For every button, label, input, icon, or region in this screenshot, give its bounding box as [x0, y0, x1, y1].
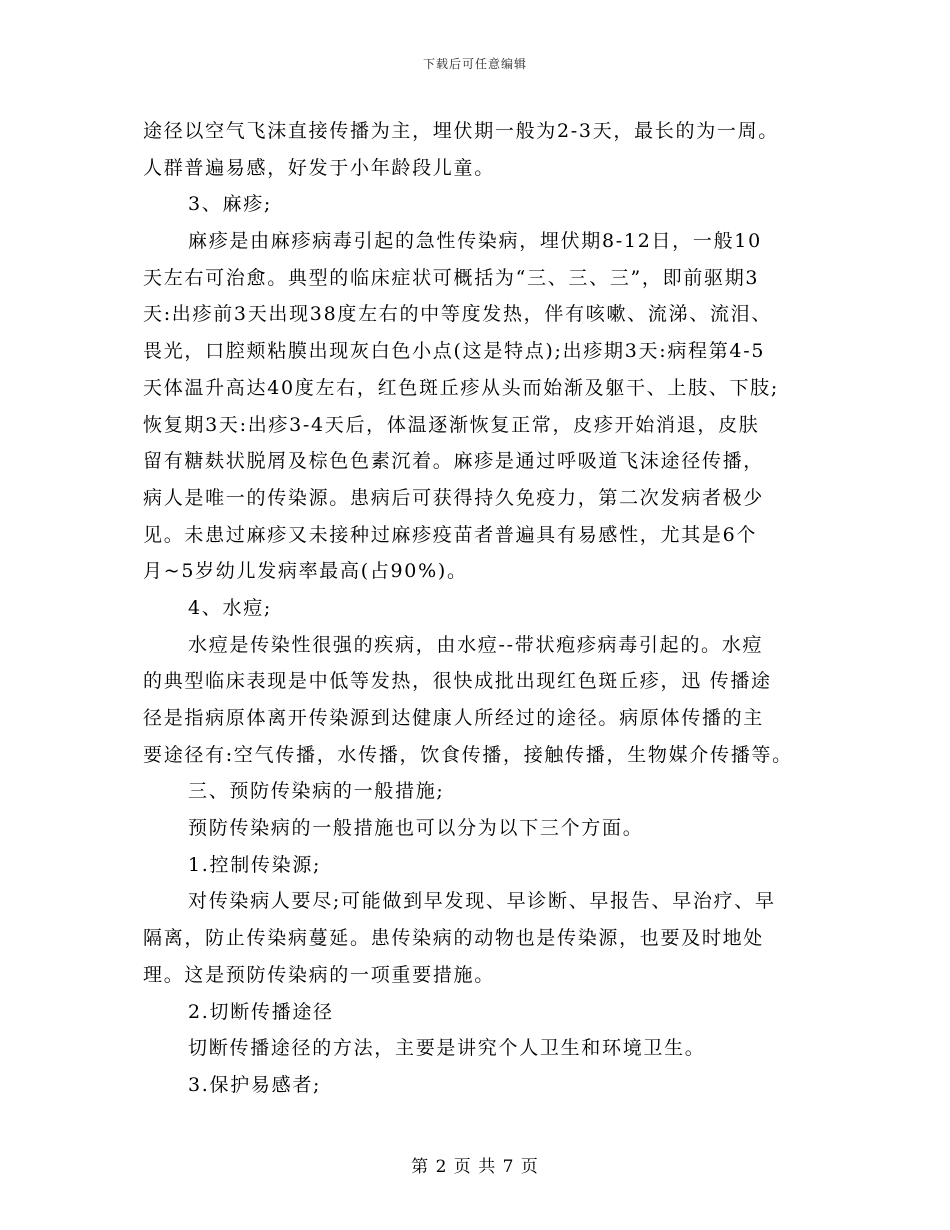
- text-line: 见。未患过麻疹又未接种过麻疹疫苗者普遍具有易感性，尤其是6个: [143, 523, 758, 546]
- text-line: 3.保护易感者;: [188, 1073, 322, 1096]
- page-header: 下载后可任意编辑: [422, 57, 527, 71]
- text-line: 病人是唯一的传染源。患病后可获得持久免疫力，第二次发病者极少: [143, 486, 765, 509]
- text-line: 人群普遍易感，好发于小年龄段儿童。: [143, 156, 495, 179]
- text-line: 理。这是预防传染病的一项重要措施。: [143, 963, 495, 986]
- text-line: 3、麻疹;: [188, 193, 272, 216]
- text-line: 天:出疹前3天出现38度左右的中等度发热，伴有咳嗽、流涕、流泪、: [143, 303, 773, 326]
- text-line: 畏光，口腔颊粘膜出现灰白色小点(这是特点);出疹期3天:病程第4-5: [143, 340, 766, 363]
- text-line: 径是指病原体离开传染源到达健康人所经过的途径。病原体传播的主: [143, 707, 765, 729]
- text-line: 切断传播途径的方法，主要是讲究个人卫生和环境卫生。: [188, 1037, 706, 1060]
- text-line: 天左右可治愈。典型的临床症状可概括为“三、三、三”，即前驱期3: [143, 266, 760, 289]
- text-line: 要途径有:空气传播，水传播，饮食传播，接触传播，生物媒介传播等。: [143, 743, 793, 766]
- text-line: 对传染病人要尽;可能做到早发现、早诊断、早报告、早治疗、早: [188, 890, 776, 913]
- text-line: 麻疹是由麻疹病毒引起的急性传染病，埋伏期8-12日，一般10: [188, 230, 762, 253]
- text-line: 1.控制传染源;: [188, 853, 322, 876]
- text-line: 天体温升高达40度左右，红色斑丘疹从头而始渐及躯干、上肢、下肢;: [143, 376, 779, 399]
- document-body: [143, 113, 823, 1104]
- text-line: 水痘是传染性很强的疾病，由水痘--带状疱疹病毒引起的。水痘: [188, 633, 764, 656]
- text-line: 2.切断传播途径: [188, 1000, 334, 1023]
- text-line: 三、预防传染病的一般措施;: [188, 780, 445, 803]
- page-footer: 第 2 页 共 7 页: [411, 1157, 539, 1177]
- text-line: 4、水痘;: [188, 596, 272, 619]
- text-line: 月~5岁幼儿发病率最高(占90%)。: [143, 560, 468, 583]
- text-line: 隔离，防止传染病蔓延。患传染病的动物也是传染源，也要及时地处: [143, 927, 765, 950]
- text-line: 恢复期3天:出疹3-4天后，体温逐渐恢复正常，皮疹开始消退，皮肤: [143, 413, 760, 436]
- text-line: 留有糖麸状脱屑及棕色色素沉着。麻疹是通过呼吸道飞沫途径传播，: [143, 450, 765, 473]
- text-line: 途径以空气飞沫直接传播为主，埋伏期一般为2-3天，最长的为一周。: [143, 120, 779, 142]
- text-line: 预防传染病的一般措施也可以分为以下三个方面。: [188, 817, 644, 840]
- text-line: 的典型临床表现是中低等发热，很快成批出现红色斑丘疹，迅 传播途: [143, 670, 772, 693]
